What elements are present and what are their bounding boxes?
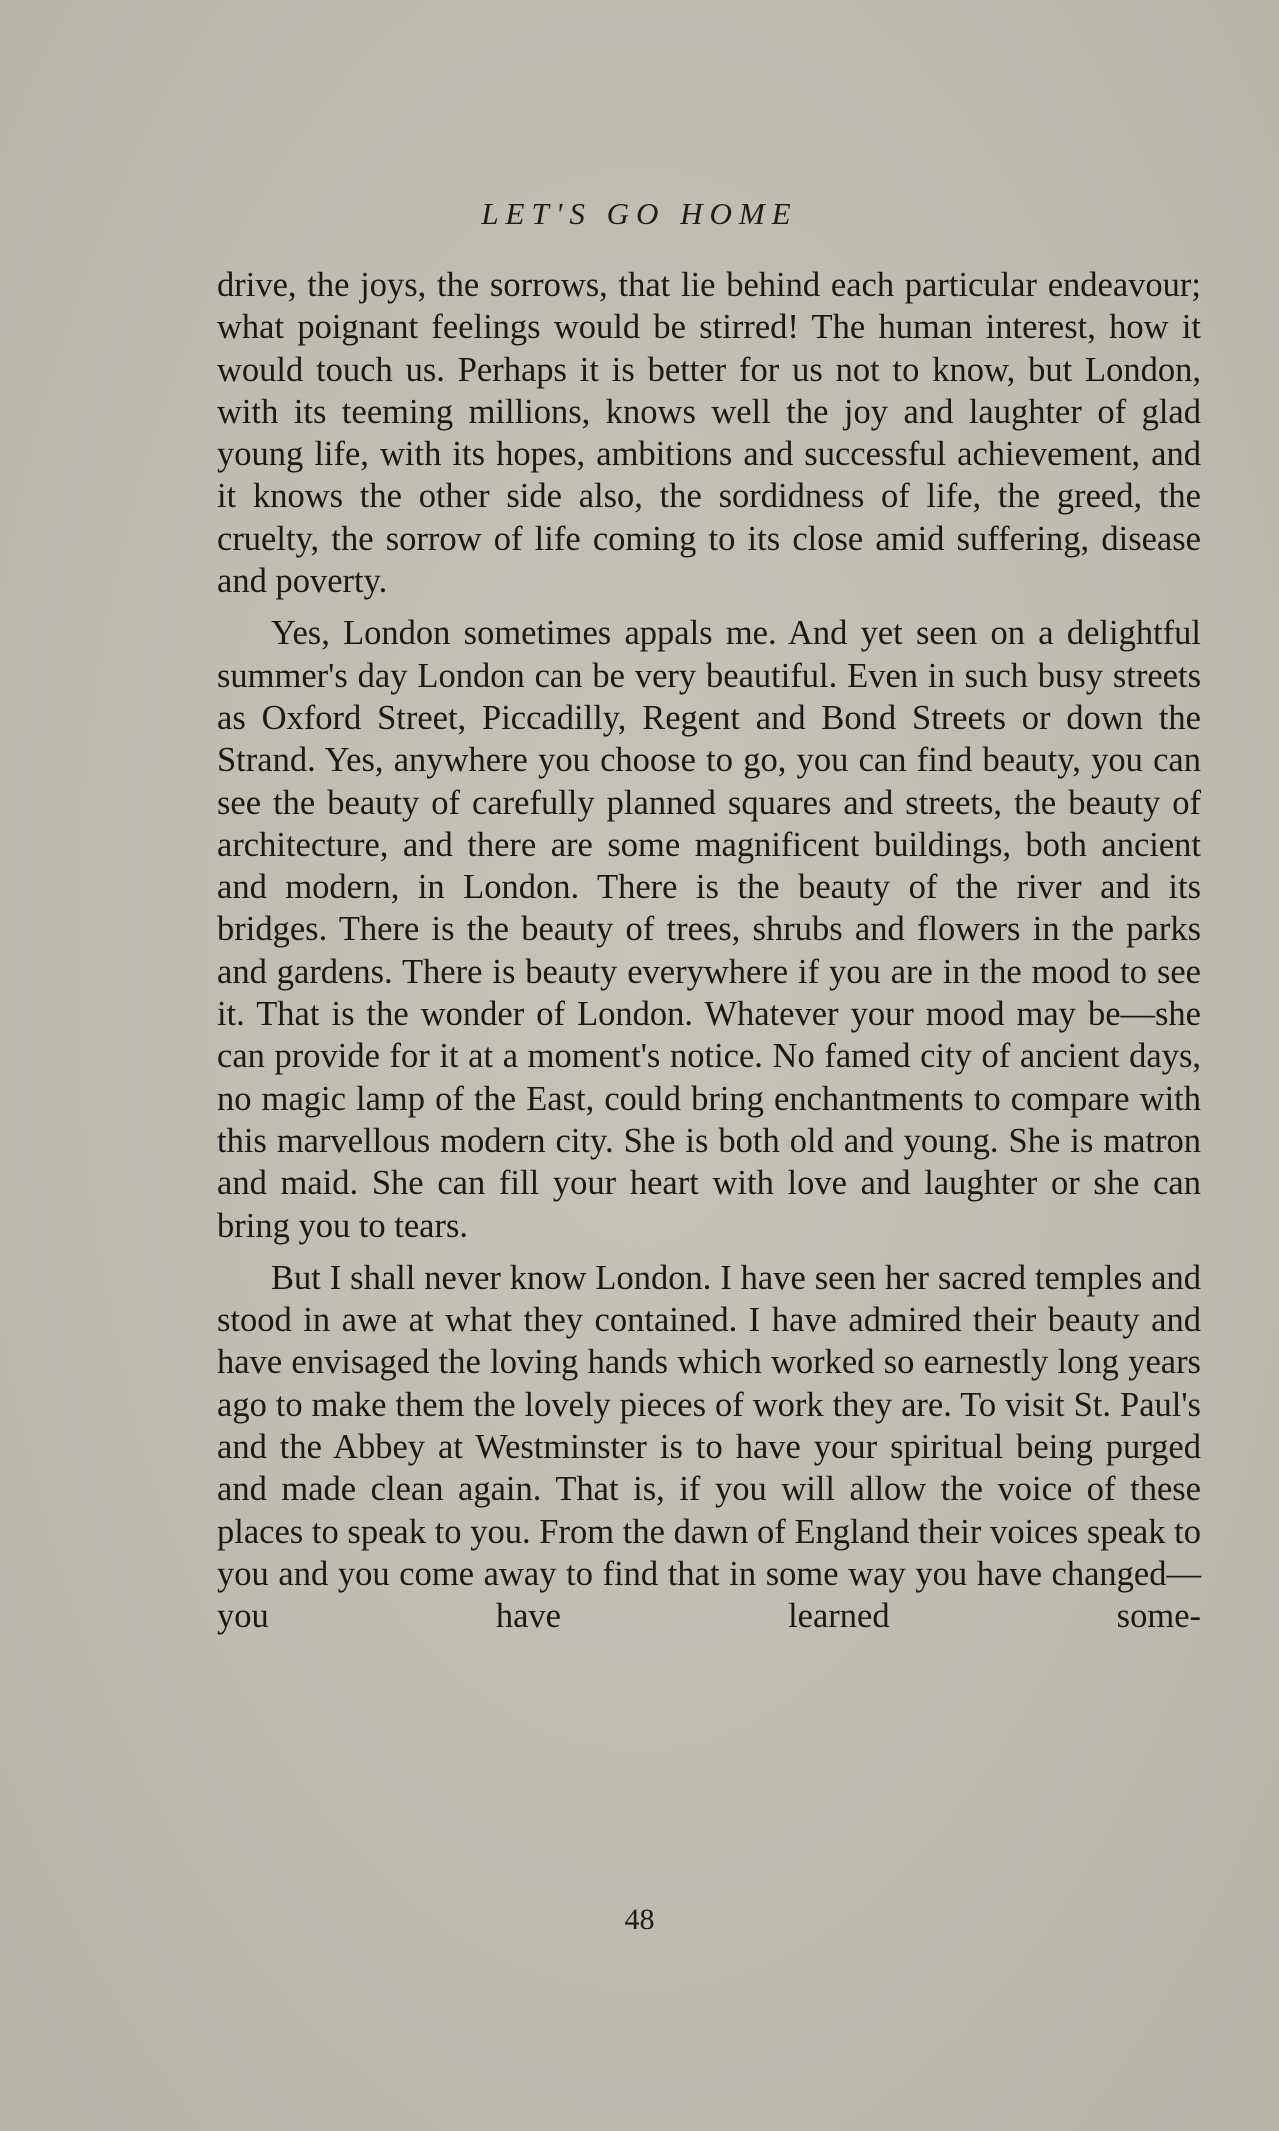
running-head-title: LET'S GO HOME [481,196,798,231]
body-text [217,264,1201,1648]
paragraph-london-beauty: Yes, London sometimes appals me. And yet seen on a delightful summer's day London can be very beautiful. Even in such busy streets as Oxford Street, Piccadilly, Regent and Bond Streets or down the Strand. Yes, anywhere you choose to go, you can find beauty, you can see the beauty of carefully planned squares and streets, the beauty of architecture, and there are some magnificent buildings, both ancient and modern, in London. There is the beauty of the river and its bridges. There is the beauty of trees, shrubs and flowers in the parks and gardens. There is beauty everywhere if you are in the mood to see it. That is the wonder of London. Whatever your mood may be—she can provide for it at a moment's notice. No famed city of ancient days, no magic lamp of the East, could bring enchantments to compare with this marvellous modern city. She is both old and young. She is matron and maid. She can fill your heart with love and laughter or she can bring you to tears. [217,614,1201,1245]
paragraph-never-know-london: But I shall never know London. I have seen her sacred temples and stood in awe at what they contained. I have admired their beauty and have envisaged the loving hands which worked so earnestly long years ago to make them the lovely pieces of work they are. To visit St. Paul's and the Abbey at Westminster is to have your spiritual being purged and made clean again. That is, if you will allow the voice of these places to speak to you. From the dawn of England their voices speak to you and you come away to find that in some way you have changed—you have learned some- [217,1258,1201,1636]
paragraph-continued: drive, the joys, the sorrows, that lie behind each particular endeavour; what poignant feelings would be stirred! The human interest, how it would touch us. Perhaps it is better for us not to know, but London, with its teeming millions, knows well the joy and laughter of glad young life, with its hopes, ambitions and successful achievement, and it knows the other side also, the sordidness of life, the greed, the cruelty, the sorrow of life coming to its close amid suffering, disease and poverty. [217,266,1201,601]
page-number: 48 [624,1903,655,1936]
